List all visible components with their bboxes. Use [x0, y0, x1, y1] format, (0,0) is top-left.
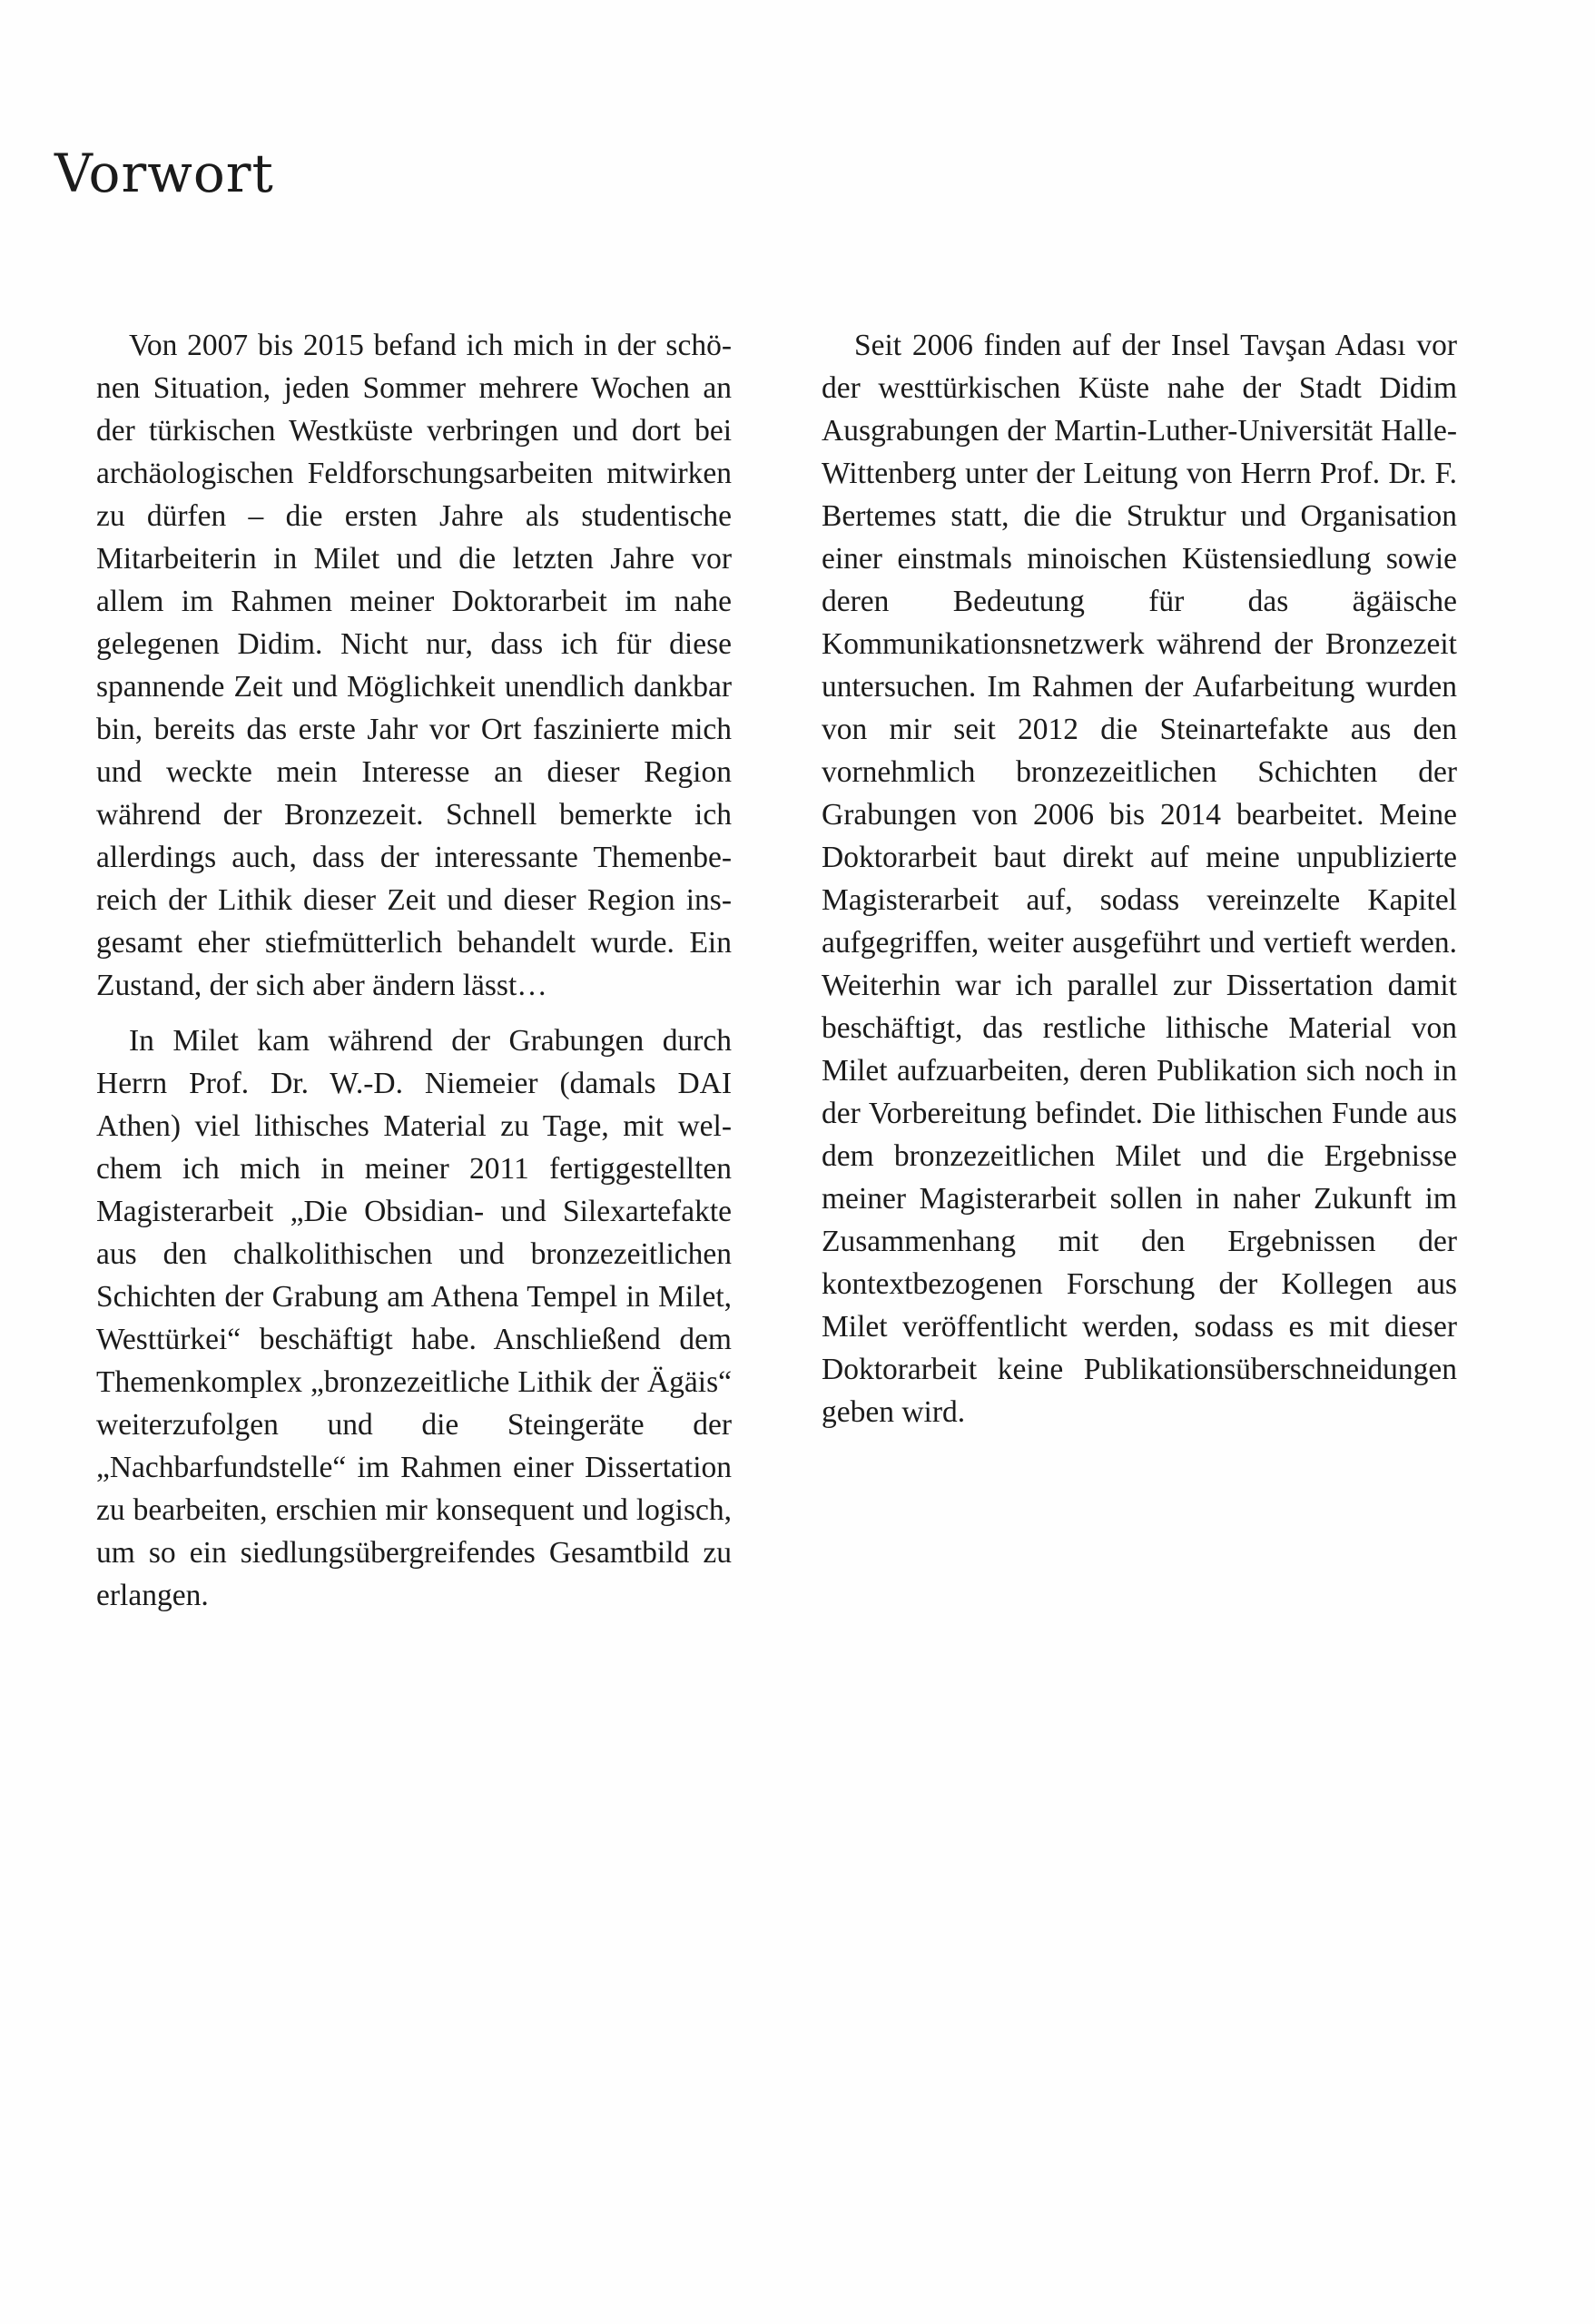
page-title: Vorwort	[54, 143, 274, 204]
left-text-column	[96, 324, 732, 1630]
paragraph-right-1: Seit 2006 finden auf der Insel Tavşan Adası vor der westtürkischen Küste nahe der Stadt Didim Ausgrabungen der Martin-Luther-Universität Halle-Wittenberg unter der Leitung von Herrn Prof. Dr. F. Bertemes statt, die die Struktur und Organisation einer einstmals minoischen Küstensiedlung sowie deren Bedeutung für das ägäische Kommunikationsnetzwerk während der Bronzezeit untersuchen. Im Rahmen der Aufarbeitung wurden von mir seit 2012 die Steinartefakte aus den vornehmlich bronzezeitlichen Schichten der Grabungen von 2006 bis 2014 bearbeitet. Meine Doktorarbeit baut direkt auf meine unpublizierte Magisterarbeit auf, sodass vereinzelte Kapitel aufgegriffen, weiter ausgeführt und vertieft werden. Weiterhin war ich parallel zur Dissertation damit beschäftigt, das restliche lithische Material von Milet aufzuarbeiten, deren Publikation sich noch in der Vorbereitung befindet. Die lithischen Funde aus dem bronzezeitlichen Milet und die Ergebnisse meiner Magisterarbeit sollen in naher Zukunft im Zusammenhang mit den Ergebnissen der kontextbezogenen Forschung der Kollegen aus Milet veröffentlicht werden, sodass es mit dieser Doktorarbeit keine Publikationsüberschneidungen geben wird.	[822, 329, 1457, 1429]
paragraph-left-2: In Milet kam während der Grabungen durch Herrn Prof. Dr. W.-D. Niemeier (damals DAI Athen) viel lithisches Material zu Tage, mit welchem ich mich in meiner 2011 fertiggestellten Magisterarbeit „Die Obsidian- und Silexartefakte aus den chalkolithischen und bronzezeitlichen Schichten der Grabung am Athena Tempel in Milet, Westtürkei“ beschäftigt habe. Anschließend dem Themenkomplex „bronzezeitliche Lithik der Ägäis“ weiterzufolgen und die Steingeräte der „Nachbarfundstelle“ im Rahmen einer Dissertation zu bearbeiten, erschien mir konsequent und logisch, um so ein siedlungsübergreifendes Gesamtbild zu erlangen.	[96, 1024, 732, 1612]
paragraph-left-1: Von 2007 bis 2015 befand ich mich in der schönen Situation, jeden Sommer mehrere Wochen an der türkischen Westküste verbringen und dort bei archäologischen Feldforschungsarbeiten mitwirken zu dürfen – die ersten Jahre als studentische Mitarbeiterin in Milet und die letzten Jahre vor allem im Rahmen meiner Doktorarbeit im nahe gelegenen Didim. Nicht nur, dass ich für diese spannende Zeit und Möglichkeit unendlich dankbar bin, bereits das erste Jahr vor Ort faszinierte mich und weckte mein Interesse an dieser Region während der Bronzezeit. Schnell bemerkte ich allerdings auch, dass der interessante Themenbereich der Lithik dieser Zeit und dieser Region insgesamt eher stiefmütterlich behandelt wurde. Ein Zustand, der sich aber ändern lässt…	[96, 329, 732, 1002]
right-text-column	[822, 324, 1457, 1446]
